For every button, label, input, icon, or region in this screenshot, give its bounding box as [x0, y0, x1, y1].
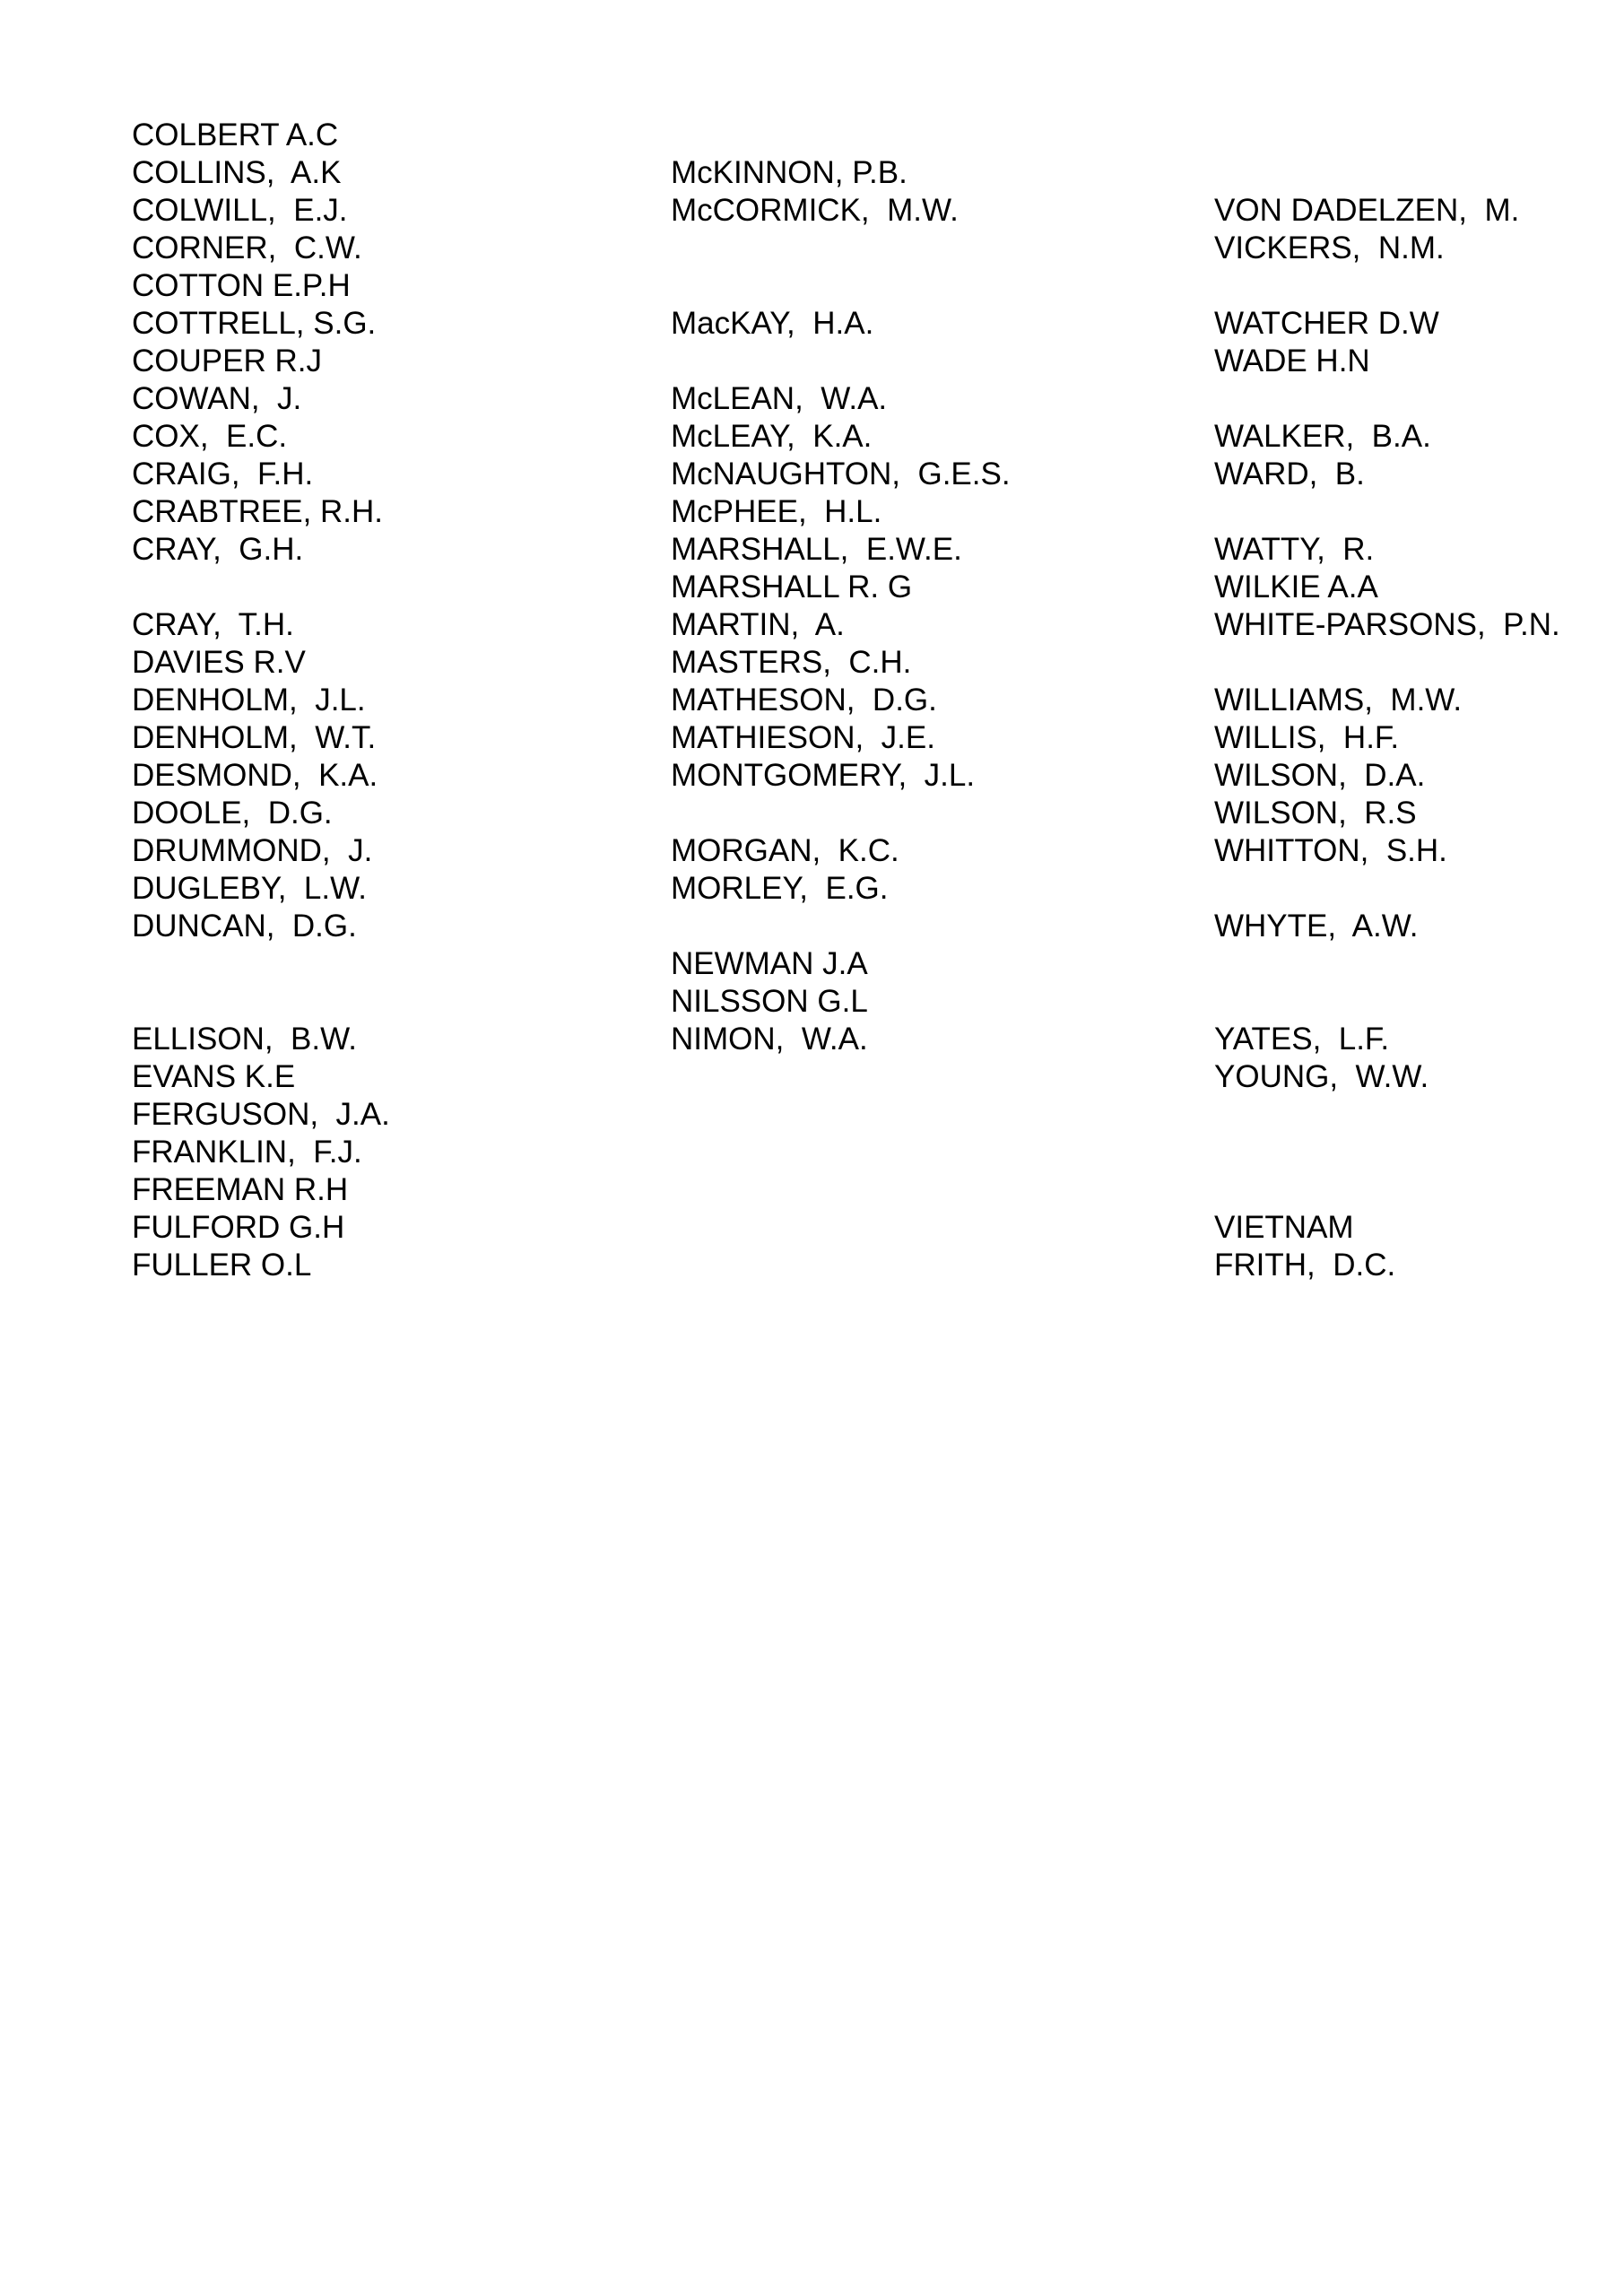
- name-entry: WHITE-PARSONS, P.N.: [1214, 607, 1560, 642]
- name-column-3: [1214, 117, 1560, 1284]
- name-entry: WILSON, R.S: [1214, 796, 1417, 831]
- name-entry: McNAUGHTON, G.E.S.: [671, 457, 1011, 491]
- blank-line: [671, 908, 1011, 945]
- name-entry: FULFORD G.H: [132, 1210, 345, 1245]
- name-entry: COWAN, J.: [132, 381, 302, 416]
- name-entry: DOOLE, D.G.: [132, 796, 333, 831]
- name-entry: COLWILL, E.J.: [132, 193, 348, 228]
- blank-line: [1214, 493, 1560, 531]
- name-entry: MORGAN, K.C.: [671, 833, 899, 868]
- blank-line: [671, 795, 1011, 832]
- blank-line: [1214, 380, 1560, 418]
- name-entry: FULLER O.L: [132, 1248, 312, 1283]
- name-entry: DESMOND, K.A.: [132, 758, 378, 793]
- name-entry: McPHEE, H.L.: [671, 494, 882, 529]
- name-entry: WILKIE A.A: [1214, 570, 1378, 604]
- name-entry: COUPER R.J: [132, 344, 322, 378]
- name-entry: DRUMMOND, J.: [132, 833, 373, 868]
- name-entry: MacKAY, H.A.: [671, 306, 874, 341]
- blank-line: [1214, 945, 1560, 983]
- name-entry: YOUNG, W.W.: [1214, 1059, 1429, 1094]
- blank-line: [132, 569, 390, 606]
- blank-line: [1214, 644, 1560, 682]
- name-entry: CRAIG, F.H.: [132, 457, 314, 491]
- name-entry: WALKER, B.A.: [1214, 419, 1431, 454]
- name-entry: ELLISON, B.W.: [132, 1022, 357, 1057]
- name-entry: MATHIESON, J.E.: [671, 720, 935, 755]
- blank-line: [1214, 870, 1560, 908]
- name-entry: WADE H.N: [1214, 344, 1370, 378]
- name-entry: WHYTE, A.W.: [1214, 909, 1419, 944]
- name-entry: EVANS K.E: [132, 1059, 296, 1094]
- blank-line: [671, 343, 1011, 380]
- name-entry: FRITH, D.C.: [1214, 1248, 1396, 1283]
- name-entry: VICKERS, N.M.: [1214, 230, 1445, 265]
- blank-line: [671, 267, 1011, 305]
- name-entry: DUGLEBY, L.W.: [132, 871, 367, 906]
- blank-line: [132, 983, 390, 1021]
- blank-line: [1214, 1134, 1560, 1171]
- name-entry: WILSON, D.A.: [1214, 758, 1426, 793]
- name-entry: VIETNAM: [1214, 1210, 1354, 1245]
- name-entry: MORLEY, E.G.: [671, 871, 889, 906]
- name-entry: VON DADELZEN, M.: [1214, 193, 1520, 228]
- blank-line: [1214, 267, 1560, 305]
- name-entry: WHITTON, S.H.: [1214, 833, 1447, 868]
- name-entry: MARSHALL R. G: [671, 570, 913, 604]
- name-entry: WATCHER D.W: [1214, 306, 1439, 341]
- name-entry: CRAY, T.H.: [132, 607, 294, 642]
- name-entry: COLBERT A.C: [132, 117, 339, 152]
- blank-line: [1214, 1171, 1560, 1209]
- name-column-1: [132, 117, 390, 1284]
- name-entry: COTTRELL, S.G.: [132, 306, 377, 341]
- name-entry: CRAY, G.H.: [132, 532, 304, 567]
- name-entry: FERGUSON, J.A.: [132, 1097, 390, 1132]
- blank-line: [1214, 983, 1560, 1021]
- blank-line: [132, 945, 390, 983]
- name-column-2: [671, 117, 1011, 1058]
- name-entry: McLEAY, K.A.: [671, 419, 873, 454]
- name-entry: CORNER, C.W.: [132, 230, 362, 265]
- name-entry: McKINNON, P.B.: [671, 155, 908, 190]
- name-entry: DENHOLM, W.T.: [132, 720, 377, 755]
- name-entry: DAVIES R.V: [132, 645, 306, 680]
- blank-line: [1214, 154, 1560, 192]
- name-entry: FRANKLIN, F.J.: [132, 1135, 362, 1170]
- name-entry: NEWMAN J.A: [671, 946, 868, 981]
- name-entry: MARTIN, A.: [671, 607, 845, 642]
- name-entry: NILSSON G.L: [671, 984, 868, 1019]
- name-entry: CRABTREE, R.H.: [132, 494, 384, 529]
- name-entry: WILLIS, H.F.: [1214, 720, 1400, 755]
- name-entry: WILLIAMS, M.W.: [1214, 683, 1463, 718]
- name-entry: MASTERS, C.H.: [671, 645, 912, 680]
- name-entry: MATHESON, D.G.: [671, 683, 937, 718]
- name-entry: YATES, L.F.: [1214, 1022, 1390, 1057]
- name-entry: McLEAN, W.A.: [671, 381, 888, 416]
- blank-line: [671, 117, 1011, 154]
- name-entry: McCORMICK, M.W.: [671, 193, 959, 228]
- name-entry: MARSHALL, E.W.E.: [671, 532, 962, 567]
- name-entry: NIMON, W.A.: [671, 1022, 868, 1057]
- name-entry: DENHOLM, J.L.: [132, 683, 366, 718]
- name-entry: FREEMAN R.H: [132, 1172, 349, 1207]
- name-entry: WATTY, R.: [1214, 532, 1375, 567]
- name-entry: WARD, B.: [1214, 457, 1365, 491]
- blank-line: [1214, 1096, 1560, 1134]
- blank-line: [1214, 117, 1560, 154]
- name-entry: DUNCAN, D.G.: [132, 909, 357, 944]
- blank-line: [671, 230, 1011, 267]
- name-entry: COLLINS, A.K: [132, 155, 342, 190]
- name-entry: COX, E.C.: [132, 419, 288, 454]
- name-entry: COTTON E.P.H: [132, 268, 351, 303]
- name-entry: MONTGOMERY, J.L.: [671, 758, 976, 793]
